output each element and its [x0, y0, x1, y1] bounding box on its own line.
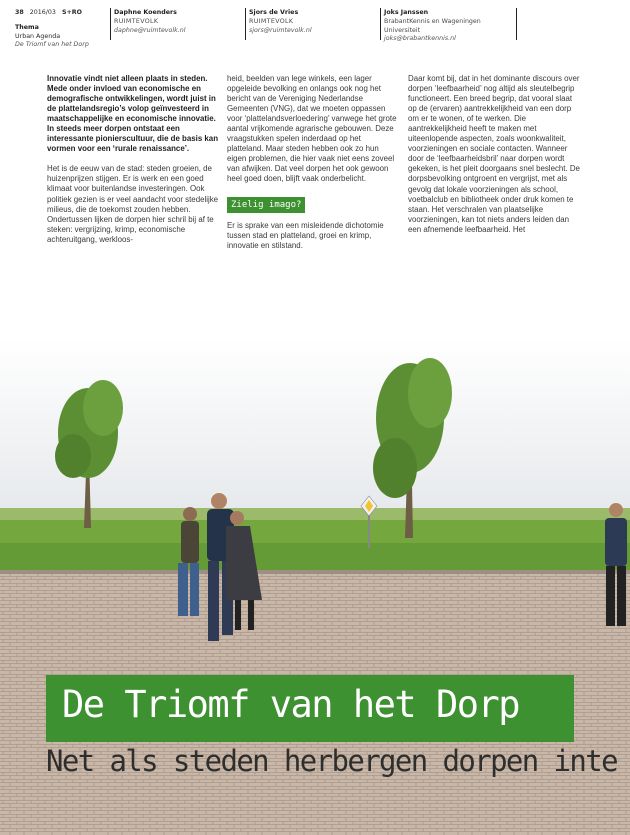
body-paragraph: Er is sprake van een misleidende dichotomie tussen stad en platteland, groei en krimp, innovatie en stilstand.	[227, 220, 384, 250]
section-label: Thema	[15, 23, 39, 31]
magazine-name: S+RO	[61, 9, 82, 16]
subsection-label: Urban Agenda	[15, 32, 61, 40]
intro-paragraph: Innovatie vindt niet alleen plaats in steden. Mede onder invloed van economische en demografische ontwikkelingen, wordt juist in de plattelandsregio’s volop geïnvesteerd in maatschappelijke en economische innovatie. In steeds meer dorpen ontstaat een interessante pionierscultuur, die de basis kan vormen voor een ‘rurale renaissance’.	[47, 74, 219, 154]
author-org: RUIMTEVOLK	[114, 17, 159, 25]
running-title: De Triomf van het Dorp	[15, 41, 89, 49]
header-divider	[380, 8, 381, 40]
page-meta	[15, 9, 89, 50]
page-number: 38	[15, 9, 24, 16]
body-paragraph: Het is de eeuw van de stad: steden groeien, de huizenprijzen stijgen. Er is werk en een goed klimaat voor buitenlandse investeringen. Ook politiek gezien is er veel aandacht voor stedelijke milieus, die de toekomst zouden hebben. Ondertussen lijken de dorpen hier schril bij af te steken: vergrijzing, krimp, economische achteruitgang, werkloos-	[47, 164, 219, 244]
author-name: Sjors de Vries	[249, 9, 299, 16]
article-text	[0, 62, 630, 345]
far-field	[0, 508, 630, 520]
author-block	[114, 9, 186, 35]
author-org: RUIMTEVOLK	[249, 17, 294, 25]
author-email[interactable]: daphne@ruimtevolk.nl	[114, 26, 186, 34]
text-column-2	[227, 74, 399, 261]
author-name: Daphne Koenders	[114, 9, 177, 16]
author-name: Joks Janssen	[384, 9, 429, 16]
article-title: De Triomf van het Dorp	[62, 683, 520, 726]
text-column-1	[47, 74, 219, 255]
body-paragraph: Daar komt bij, dat in het dominante discours over dorpen ‘leefbaarheid’ nog altijd als sleutelbegrip functioneert. Een breed begrip, dat vooral slaat op de (ervaren) aantrekkelijkheid van een dorp om er te wonen, of te werken. Die aantrekkelijkheid heeft te maken met uiteenlopende aspecten, zoals woonkwaliteit, voorzieningen en sociale contacten. Wanneer door de ‘leefbaarheidsbril’ naar dorpen wordt gekeken, is het pleit doorgaans snel beslecht. De dorpsbevolking ontgroent en vergrijst, met als gevolg dat lokale voorzieningen als school, voetbalclub en bibliotheek onder druk komen te staan. Het verschralen van plaatselijke voorzieningen, kan tot niets anders leiden dan een afnemende leefbaarheid. Het	[408, 74, 580, 234]
author-org: BrabantKennis en Wageningen Universiteit	[384, 17, 481, 34]
author-block	[249, 9, 312, 35]
header-divider	[110, 8, 111, 40]
article-subtitle: Net als steden herbergen dorpen inte	[46, 744, 617, 778]
title-banner	[46, 675, 574, 742]
body-paragraph: heid, beelden van lege winkels, een lager opgeleide bevolking en onlangs ook nog het bericht van de Vereniging Nederlandse Gemeenten (VNG), dat we moeten oppassen voor ‘plattelandsverloedering’ vanwege het grote aantal vrijkomende agrarische gebouwen. Deze vraagstukken spelen inderdaad op het platteland. Maar steden hebben ook zo hun eigen problemen, die hier vaak niet eens zoveel van afwijken. Dat veel dorpen het ook gewoon heel goed doen, blijft vaak onderbelicht.	[227, 74, 397, 184]
header-divider	[516, 8, 517, 40]
subheading: Zielig imago?	[227, 197, 305, 213]
page-header	[0, 0, 630, 62]
text-column-3	[408, 74, 580, 245]
author-email[interactable]: joks@brabantkennis.nl	[384, 35, 456, 43]
author-email[interactable]: sjors@ruimtevolk.nl	[249, 26, 312, 34]
issue-number: 2016/03	[29, 9, 56, 16]
author-block	[384, 9, 512, 44]
header-divider	[245, 8, 246, 40]
